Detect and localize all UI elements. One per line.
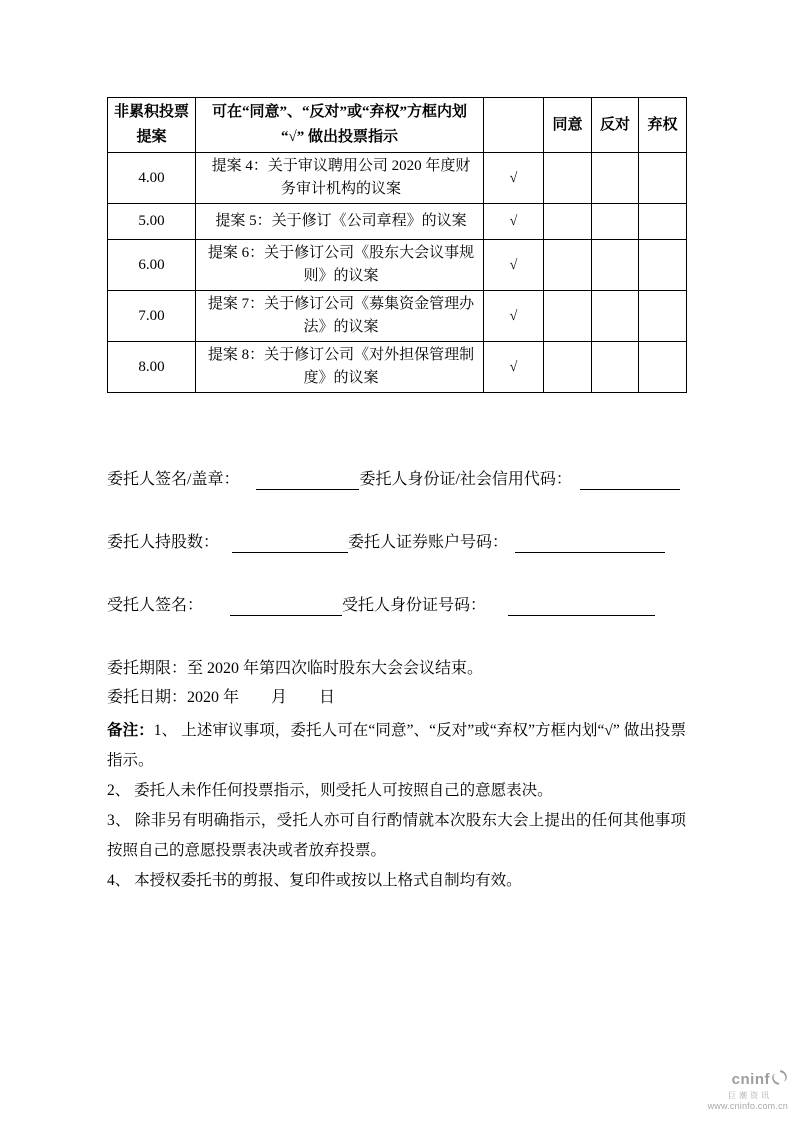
note-text: 1、 上述审议事项，委托人可在“同意”、“反对”或“弃权”方框内划“√” 做出投票指示。 bbox=[107, 722, 686, 769]
principal-signature-blank bbox=[256, 474, 359, 490]
table-row bbox=[108, 291, 687, 342]
proposal-no-cell: 5.00 bbox=[108, 204, 196, 240]
principal-shares-blank bbox=[232, 537, 348, 553]
cninfo-logo bbox=[698, 1069, 788, 1111]
entrust-date-line: 委托日期：2020 年 月 日 bbox=[107, 689, 336, 706]
against-cell bbox=[592, 240, 639, 291]
agree-cell bbox=[544, 153, 592, 204]
proposal-desc-cell: 提案 7：关于修订公司《募集资金管理办法》的议案 bbox=[196, 291, 484, 342]
against-cell bbox=[592, 153, 639, 204]
cninfo-chinese-name: 巨潮资讯 bbox=[728, 1091, 772, 1100]
abstain-cell bbox=[639, 153, 687, 204]
abstain-cell bbox=[639, 291, 687, 342]
principal-signature-label: 委托人签名/盖章： bbox=[107, 471, 240, 488]
header-mark bbox=[484, 98, 544, 153]
vote-mark-cell: √ bbox=[484, 240, 544, 291]
against-cell bbox=[592, 291, 639, 342]
cninfo-url: www.cninfo.com.cn bbox=[707, 1101, 788, 1111]
notes-prefix: 备注： bbox=[107, 722, 154, 739]
proposal-no-cell: 6.00 bbox=[108, 240, 196, 291]
trustee-id-label: 受托人身份证号码： bbox=[342, 597, 487, 614]
agree-cell bbox=[544, 240, 592, 291]
principal-id-label: 委托人身份证/社会信用代码： bbox=[359, 471, 572, 488]
proposal-desc-cell: 提案 5：关于修订《公司章程》的议案 bbox=[196, 204, 484, 240]
trustee-id-blank bbox=[508, 600, 655, 616]
principal-signature-row bbox=[107, 470, 680, 490]
against-cell bbox=[592, 342, 639, 393]
principal-shares-row bbox=[107, 533, 665, 553]
abstain-cell bbox=[639, 342, 687, 393]
notes-section bbox=[107, 716, 686, 896]
abstain-cell bbox=[639, 204, 687, 240]
cninfo-brand-row bbox=[698, 1069, 788, 1090]
principal-account-label: 委托人证券账户号码： bbox=[348, 534, 509, 551]
note-item-3: 3、 除非另有明确指示，受托人亦可自行酌情就本次股东大会上提出的任何其他事项按照自己的意愿投票表决或者放弃投票。 bbox=[107, 812, 686, 859]
note-item-4: 4、 本授权委托书的剪报、复印件或按以上格式自制均有效。 bbox=[107, 872, 522, 889]
entrust-period-line: 委托期限：至 2020 年第四次临时股东大会会议结束。 bbox=[107, 660, 484, 677]
agree-cell bbox=[544, 204, 592, 240]
proposal-desc-cell: 提案 8：关于修订公司《对外担保管理制度》的议案 bbox=[196, 342, 484, 393]
principal-shares-label: 委托人持股数： bbox=[107, 534, 220, 551]
vote-mark-cell: √ bbox=[484, 291, 544, 342]
proposal-no-cell: 8.00 bbox=[108, 342, 196, 393]
table-row bbox=[108, 342, 687, 393]
vote-mark-cell: √ bbox=[484, 342, 544, 393]
voting-table bbox=[107, 97, 687, 393]
header-against: 反对 bbox=[592, 98, 639, 153]
vote-mark-cell: √ bbox=[484, 204, 544, 240]
against-cell bbox=[592, 204, 639, 240]
principal-id-blank bbox=[580, 474, 680, 490]
principal-account-blank bbox=[515, 537, 665, 553]
table-header-row bbox=[108, 98, 687, 153]
note-item-2: 2、 委托人未作任何投票指示，则受托人可按照自己的意愿表决。 bbox=[107, 782, 553, 799]
table-row bbox=[108, 240, 687, 291]
header-agree: 同意 bbox=[544, 98, 592, 153]
proposal-desc-cell: 提案 6：关于修订公司《股东大会议事规则》的议案 bbox=[196, 240, 484, 291]
cninfo-brand-text: cninf bbox=[731, 1071, 770, 1088]
header-instruction: 可在“同意”、“反对”或“弃权”方框内划 “√” 做出投票指示 bbox=[196, 98, 484, 153]
cninfo-swirl-icon bbox=[771, 1069, 788, 1090]
agree-cell bbox=[544, 291, 592, 342]
table-row bbox=[108, 153, 687, 204]
proposal-no-cell: 7.00 bbox=[108, 291, 196, 342]
vote-mark-cell: √ bbox=[484, 153, 544, 204]
note-item-1 bbox=[107, 716, 686, 776]
trustee-signature-blank bbox=[230, 600, 342, 616]
proposal-no-cell: 4.00 bbox=[108, 153, 196, 204]
header-abstain: 弃权 bbox=[639, 98, 687, 153]
agree-cell bbox=[544, 342, 592, 393]
proposal-desc-cell: 提案 4：关于审议聘用公司 2020 年度财务审计机构的议案 bbox=[196, 153, 484, 204]
trustee-signature-row bbox=[107, 596, 655, 616]
abstain-cell bbox=[639, 240, 687, 291]
header-proposal-no: 非累积投票提案 bbox=[108, 98, 196, 153]
trustee-signature-label: 受托人签名： bbox=[107, 597, 204, 614]
table-row bbox=[108, 204, 687, 240]
